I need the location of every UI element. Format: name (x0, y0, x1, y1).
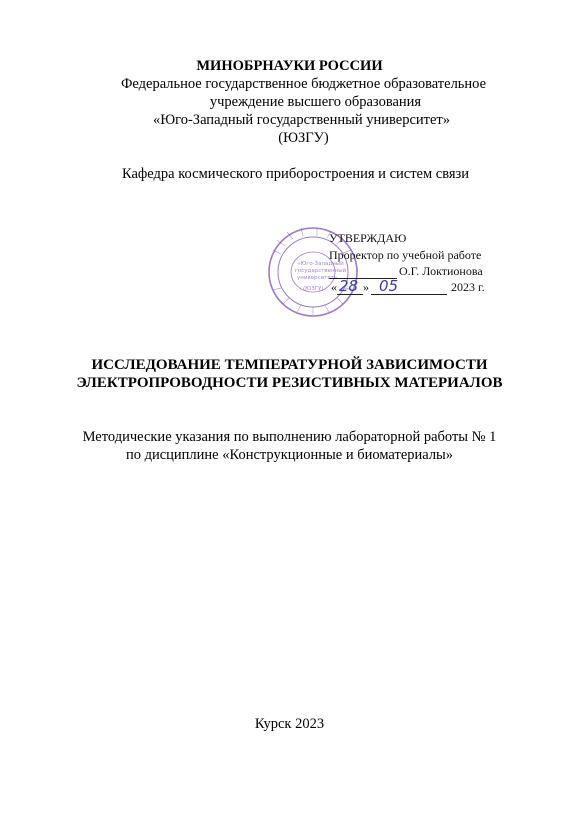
ministry-heading: МИНОБРНАУКИ РОССИИ (196, 58, 383, 74)
city-year: Курск 2023 (254, 716, 325, 732)
subtitle-line-1: Методические указания по выполнению лабораторной работы № 1 (82, 429, 497, 445)
date-year: 2023 г. (451, 280, 485, 294)
org-short-name: (ЮЗГУ) (278, 130, 329, 146)
approval-name: О.Г. Локтионова (399, 264, 483, 278)
department-name: Кафедра космического приборостроения и систем связи (121, 166, 470, 182)
svg-text:университет»: университет» (297, 275, 338, 281)
date-open-quote: « (331, 280, 337, 294)
org-line-2: учреждение высшего образования (209, 94, 422, 110)
document-title-line-2: ЭЛЕКТРОПРОВОДНОСТИ РЕЗИСТИВНЫХ МАТЕРИАЛОВ (76, 375, 503, 391)
org-line-3: «Юго-Западный государственный университет» (152, 112, 451, 128)
date-day-handwritten: 28 (339, 277, 359, 295)
date-month-handwritten: 05 (379, 277, 399, 295)
approval-title: УТВЕРЖДАЮ (329, 231, 407, 245)
document-title-line-1: ИССЛЕДОВАНИЕ ТЕМПЕРАТУРНОЙ ЗАВИСИМОСТИ (91, 357, 488, 373)
svg-text:«Юго-Западный: «Юго-Западный (297, 261, 344, 267)
svg-text:(ЮЗГУ): (ЮЗГУ) (303, 286, 324, 292)
org-line-1: Федеральное государственное бюджетное образовательное (120, 76, 487, 92)
subtitle-line-2: по дисциплине «Конструкционные и биоматериалы» (125, 447, 454, 463)
date-close-quote: » (363, 280, 369, 294)
svg-text:государственный: государственный (295, 268, 347, 274)
approval-position: Проректор по учебной работе (329, 248, 482, 262)
approval-block (255, 218, 540, 324)
